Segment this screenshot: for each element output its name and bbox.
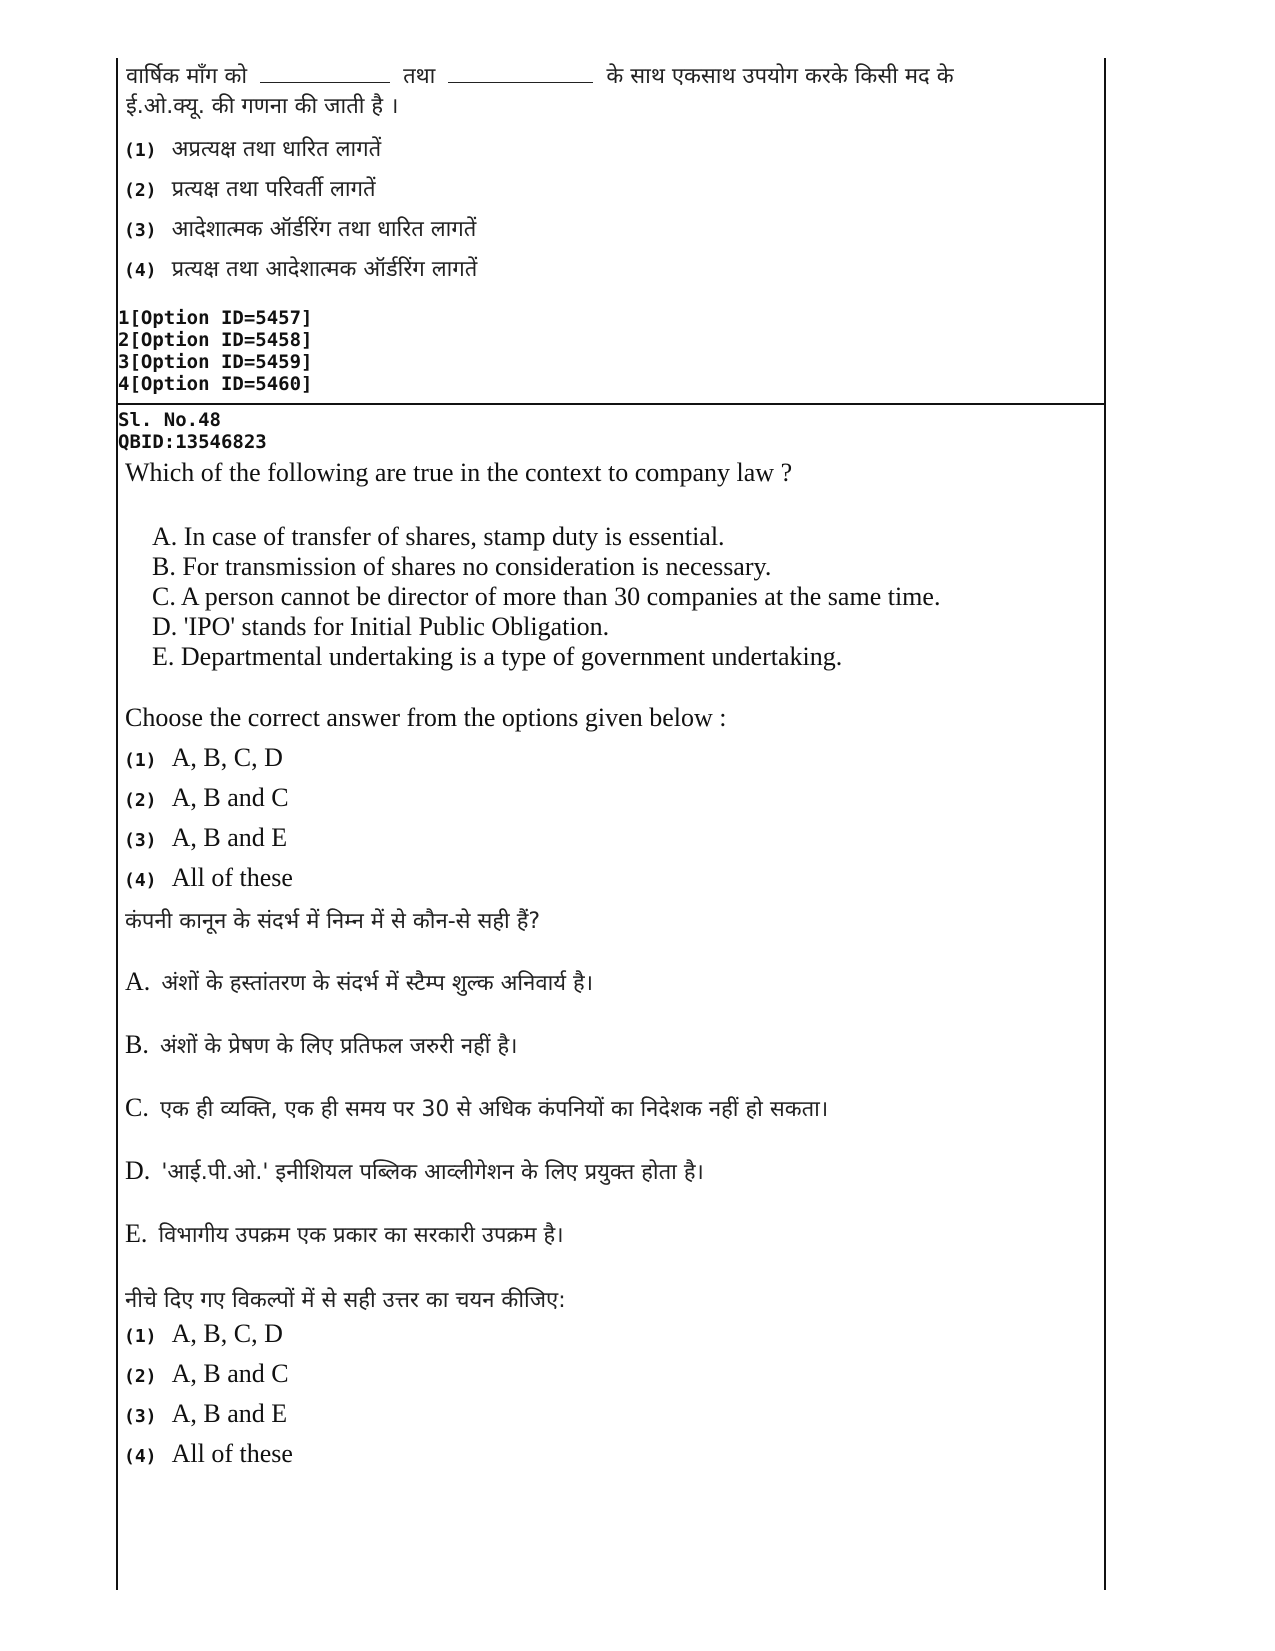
statement-hi-a bbox=[125, 967, 593, 997]
question-text-en: Which of the following are true in the context to company law ? bbox=[125, 458, 793, 487]
option-number: (2) bbox=[124, 790, 157, 811]
q47-stem-line2: ई.ओ.क्यू. की गणना की जाती है । bbox=[126, 94, 399, 119]
q47-stem-part2: तथा bbox=[403, 64, 436, 89]
statement-en-c: C. A person cannot be director of more than 30 companies at the same time. bbox=[152, 582, 941, 611]
q47-option-1 bbox=[124, 133, 381, 163]
statement-text: अंशों के प्रेषण के लिए प्रतिफल जरुरी नहीं है। bbox=[159, 1034, 518, 1059]
q47-option-4 bbox=[124, 253, 477, 283]
q48-option-hi-1 bbox=[124, 1319, 283, 1349]
q48-option-hi-4 bbox=[124, 1439, 293, 1469]
option-text: A, B and E bbox=[171, 1399, 288, 1428]
option-text: प्रत्यक्ष तथा आदेशात्मक ऑर्डरिंग लागतें bbox=[171, 257, 478, 282]
q48-option-hi-2 bbox=[124, 1359, 289, 1389]
option-number: (4) bbox=[124, 260, 157, 281]
option-number: (2) bbox=[124, 1366, 157, 1387]
option-id-2: 2[Option ID=5458] bbox=[118, 329, 313, 351]
q48-option-hi-3 bbox=[124, 1399, 287, 1429]
option-number: (4) bbox=[124, 1446, 157, 1467]
option-id-3: 3[Option ID=5459] bbox=[118, 351, 313, 373]
q48-option-en-2 bbox=[124, 783, 289, 813]
option-id-4: 4[Option ID=5460] bbox=[118, 373, 313, 395]
q47-option-2 bbox=[124, 173, 376, 203]
option-text: A, B and C bbox=[171, 783, 289, 812]
option-text: A, B, C, D bbox=[171, 1319, 283, 1348]
statement-en-b: B. For transmission of shares no consideration is necessary. bbox=[152, 552, 772, 581]
q48-option-en-3 bbox=[124, 823, 287, 853]
q47-stem-part3: के साथ एकसाथ उपयोग करके किसी मद के bbox=[606, 64, 954, 89]
question-divider bbox=[116, 403, 1106, 405]
option-number: (2) bbox=[124, 180, 157, 201]
option-id-1: 1[Option ID=5457] bbox=[118, 307, 313, 329]
option-number: (1) bbox=[124, 1326, 157, 1347]
option-number: (1) bbox=[124, 750, 157, 771]
frame-left-border bbox=[116, 58, 118, 1590]
question-bank-id: QBID:13546823 bbox=[118, 431, 267, 453]
statement-hi-d bbox=[125, 1156, 704, 1186]
q48-option-en-1 bbox=[124, 743, 283, 773]
statement-letter: D. bbox=[125, 1156, 151, 1185]
statement-letter: B. bbox=[125, 1030, 149, 1059]
statement-en-d: D. 'IPO' stands for Initial Public Obligation. bbox=[152, 612, 610, 641]
option-text: All of these bbox=[171, 863, 293, 892]
option-text: प्रत्यक्ष तथा परिवर्ती लागतें bbox=[171, 177, 376, 202]
option-number: (3) bbox=[124, 1406, 157, 1427]
statement-text: एक ही व्यक्ति, एक ही समय पर 30 से अधिक कंपनियों का निदेशक नहीं हो सकता। bbox=[159, 1097, 829, 1122]
option-text: A, B and E bbox=[171, 823, 288, 852]
statement-hi-e bbox=[125, 1219, 564, 1249]
serial-number: Sl. No.48 bbox=[118, 409, 221, 431]
choose-instruction-hi: नीचे दिए गए विकल्पों में से सही उत्तर का चयन कीजिए: bbox=[125, 1288, 566, 1313]
option-text: A, B and C bbox=[171, 1359, 289, 1388]
option-number: (1) bbox=[124, 140, 157, 161]
q47-stem-line1 bbox=[126, 60, 954, 90]
q48-option-en-4 bbox=[124, 863, 293, 893]
statement-text: 'आई.पी.ओ.' इनीशियल पब्लिक आव्लीगेशन के लिए प्रयुक्त होता है। bbox=[161, 1160, 704, 1185]
statement-hi-b bbox=[125, 1030, 517, 1060]
option-text: A, B, C, D bbox=[171, 743, 283, 772]
q47-blank-1 bbox=[260, 64, 390, 83]
option-text: आदेशात्मक ऑर्डरिंग तथा धारित लागतें bbox=[171, 217, 477, 242]
q47-option-3 bbox=[124, 213, 476, 243]
frame-right-border bbox=[1104, 58, 1106, 1590]
statement-text: अंशों के हस्तांतरण के संदर्भ में स्टैम्प शुल्क अनिवार्य है। bbox=[161, 971, 594, 996]
q47-stem-part1: वार्षिक माँग को bbox=[126, 64, 248, 89]
statement-en-a: A. In case of transfer of shares, stamp duty is essential. bbox=[152, 522, 725, 551]
option-text: अप्रत्यक्ष तथा धारित लागतें bbox=[171, 137, 382, 162]
option-number: (3) bbox=[124, 830, 157, 851]
choose-instruction-en: Choose the correct answer from the options given below : bbox=[125, 703, 727, 732]
statement-letter: E. bbox=[125, 1219, 148, 1248]
option-number: (3) bbox=[124, 220, 157, 241]
statement-en-e: E. Departmental undertaking is a type of government undertaking. bbox=[152, 642, 843, 671]
statement-hi-c bbox=[125, 1093, 828, 1123]
question-text-hi: कंपनी कानून के संदर्भ में निम्न में से कौन-से सही हैं? bbox=[125, 909, 541, 934]
option-text: All of these bbox=[171, 1439, 293, 1468]
q47-blank-2 bbox=[448, 64, 593, 83]
statement-letter: C. bbox=[125, 1093, 149, 1122]
statement-text: विभागीय उपक्रम एक प्रकार का सरकारी उपक्रम है। bbox=[158, 1223, 564, 1248]
statement-letter: A. bbox=[125, 967, 151, 996]
option-number: (4) bbox=[124, 870, 157, 891]
